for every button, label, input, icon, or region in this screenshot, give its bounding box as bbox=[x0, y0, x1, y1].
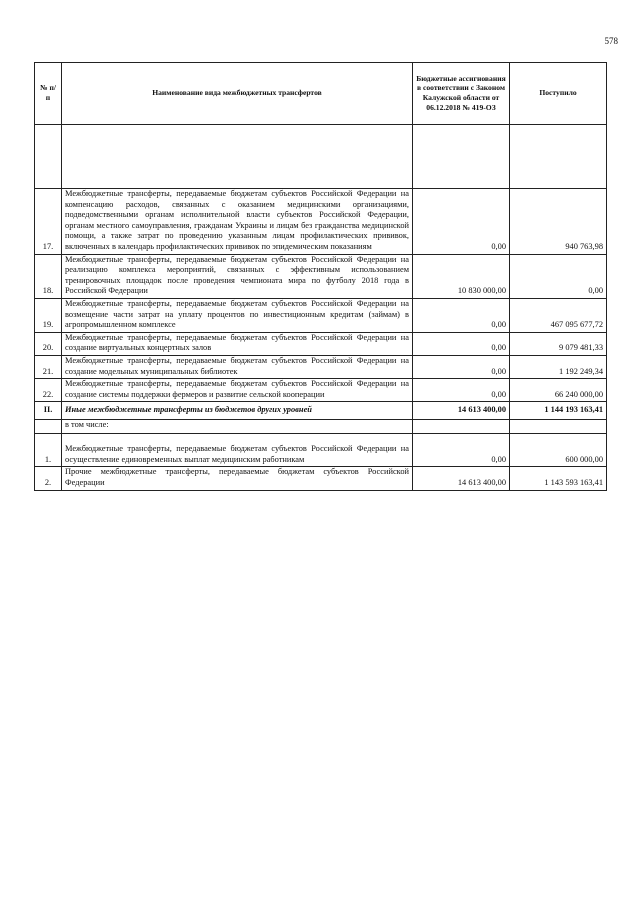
table-row bbox=[35, 254, 607, 298]
including-label: в том числе: bbox=[62, 420, 413, 434]
row-name: Прочие межбюджетные трансферты, передаваемые бюджетам субъектов Российской Федерации bbox=[62, 467, 413, 490]
table-row bbox=[35, 355, 607, 378]
section-assigned: 14 613 400,00 bbox=[413, 402, 510, 420]
row-assigned: 14 613 400,00 bbox=[413, 467, 510, 490]
header-received: Поступило bbox=[510, 63, 607, 125]
budget-transfers-table bbox=[34, 62, 607, 491]
row-num: 21. bbox=[35, 355, 62, 378]
row-assigned: 0,00 bbox=[413, 332, 510, 355]
table-row bbox=[35, 189, 607, 255]
row-received: 66 240 000,00 bbox=[510, 379, 607, 402]
including-row bbox=[35, 420, 607, 434]
row-num: 1. bbox=[35, 434, 62, 467]
row-name: Межбюджетные трансферты, передаваемые бюджетам субъектов Российской Федерации на компенсацию расходов, связанных с оказанием медицинскими организациями, подведомственными органам исполнительной власти субъектов Российской Федерации, органам местного самоуправления, гражданам Украины и лицам без гражданства медицинской помощи, а также затрат по проведению указанным лицам профилактических прививок, включенных в календарь профилактических прививок по эпидемическим показаниям bbox=[62, 189, 413, 255]
row-name: Межбюджетные трансферты, передаваемые бюджетам субъектов Российской Федерации на создание модельных муниципальных библиотек bbox=[62, 355, 413, 378]
section-received: 1 144 193 163,41 bbox=[510, 402, 607, 420]
row-assigned: 0,00 bbox=[413, 379, 510, 402]
table-header-row bbox=[35, 63, 607, 125]
row-name: Межбюджетные трансферты, передаваемые бюджетам субъектов Российской Федерации на реализацию комплекса мероприятий, связанных с эффективным использованием тренировочных площадок после проведения чемпионата мира по футболу 2018 года в Российской Федерации bbox=[62, 254, 413, 298]
table-row bbox=[35, 434, 607, 467]
row-num: 20. bbox=[35, 332, 62, 355]
section-total-row bbox=[35, 402, 607, 420]
header-num: № п/п bbox=[35, 63, 62, 125]
row-name: Межбюджетные трансферты, передаваемые бюджетам субъектов Российской Федерации на возмещение части затрат на уплату процентов по инвестиционным кредитам (займам) в агропромышленном комплексе bbox=[62, 298, 413, 332]
section-num: II. bbox=[35, 402, 62, 420]
row-assigned: 0,00 bbox=[413, 434, 510, 467]
row-name: Межбюджетные трансферты, передаваемые бюджетам субъектов Российской Федерации на создание системы поддержки фермеров и развитие сельской кооперации bbox=[62, 379, 413, 402]
row-received: 940 763,98 bbox=[510, 189, 607, 255]
page-number: 578 bbox=[604, 36, 618, 46]
section-name: Иные межбюджетные трансферты из бюджетов других уровней bbox=[62, 402, 413, 420]
row-assigned: 10 830 000,00 bbox=[413, 254, 510, 298]
row-num: 17. bbox=[35, 189, 62, 255]
table-row bbox=[35, 379, 607, 402]
row-received: 1 192 249,34 bbox=[510, 355, 607, 378]
table-row bbox=[35, 467, 607, 490]
row-num: 18. bbox=[35, 254, 62, 298]
row-received: 1 143 593 163,41 bbox=[510, 467, 607, 490]
row-name: Межбюджетные трансферты, передаваемые бюджетам субъектов Российской Федерации на создание виртуальных концертных залов bbox=[62, 332, 413, 355]
row-received: 467 095 677,72 bbox=[510, 298, 607, 332]
row-received: 600 000,00 bbox=[510, 434, 607, 467]
row-num: 2. bbox=[35, 467, 62, 490]
row-name: Межбюджетные трансферты, передаваемые бюджетам субъектов Российской Федерации на осуществление единовременных выплат медицинским работникам bbox=[62, 434, 413, 467]
row-num: 19. bbox=[35, 298, 62, 332]
table-row bbox=[35, 332, 607, 355]
header-assigned: Бюджетные ассигнования в соответствии с Законом Калужской области от 06.12.2018 № 419-ОЗ bbox=[413, 63, 510, 125]
row-received: 9 079 481,33 bbox=[510, 332, 607, 355]
row-assigned: 0,00 bbox=[413, 298, 510, 332]
table-row bbox=[35, 298, 607, 332]
table-spacer-row bbox=[35, 125, 607, 189]
row-assigned: 0,00 bbox=[413, 189, 510, 255]
header-name: Наименование вида межбюджетных трансфертов bbox=[62, 63, 413, 125]
row-assigned: 0,00 bbox=[413, 355, 510, 378]
row-num: 22. bbox=[35, 379, 62, 402]
row-received: 0,00 bbox=[510, 254, 607, 298]
